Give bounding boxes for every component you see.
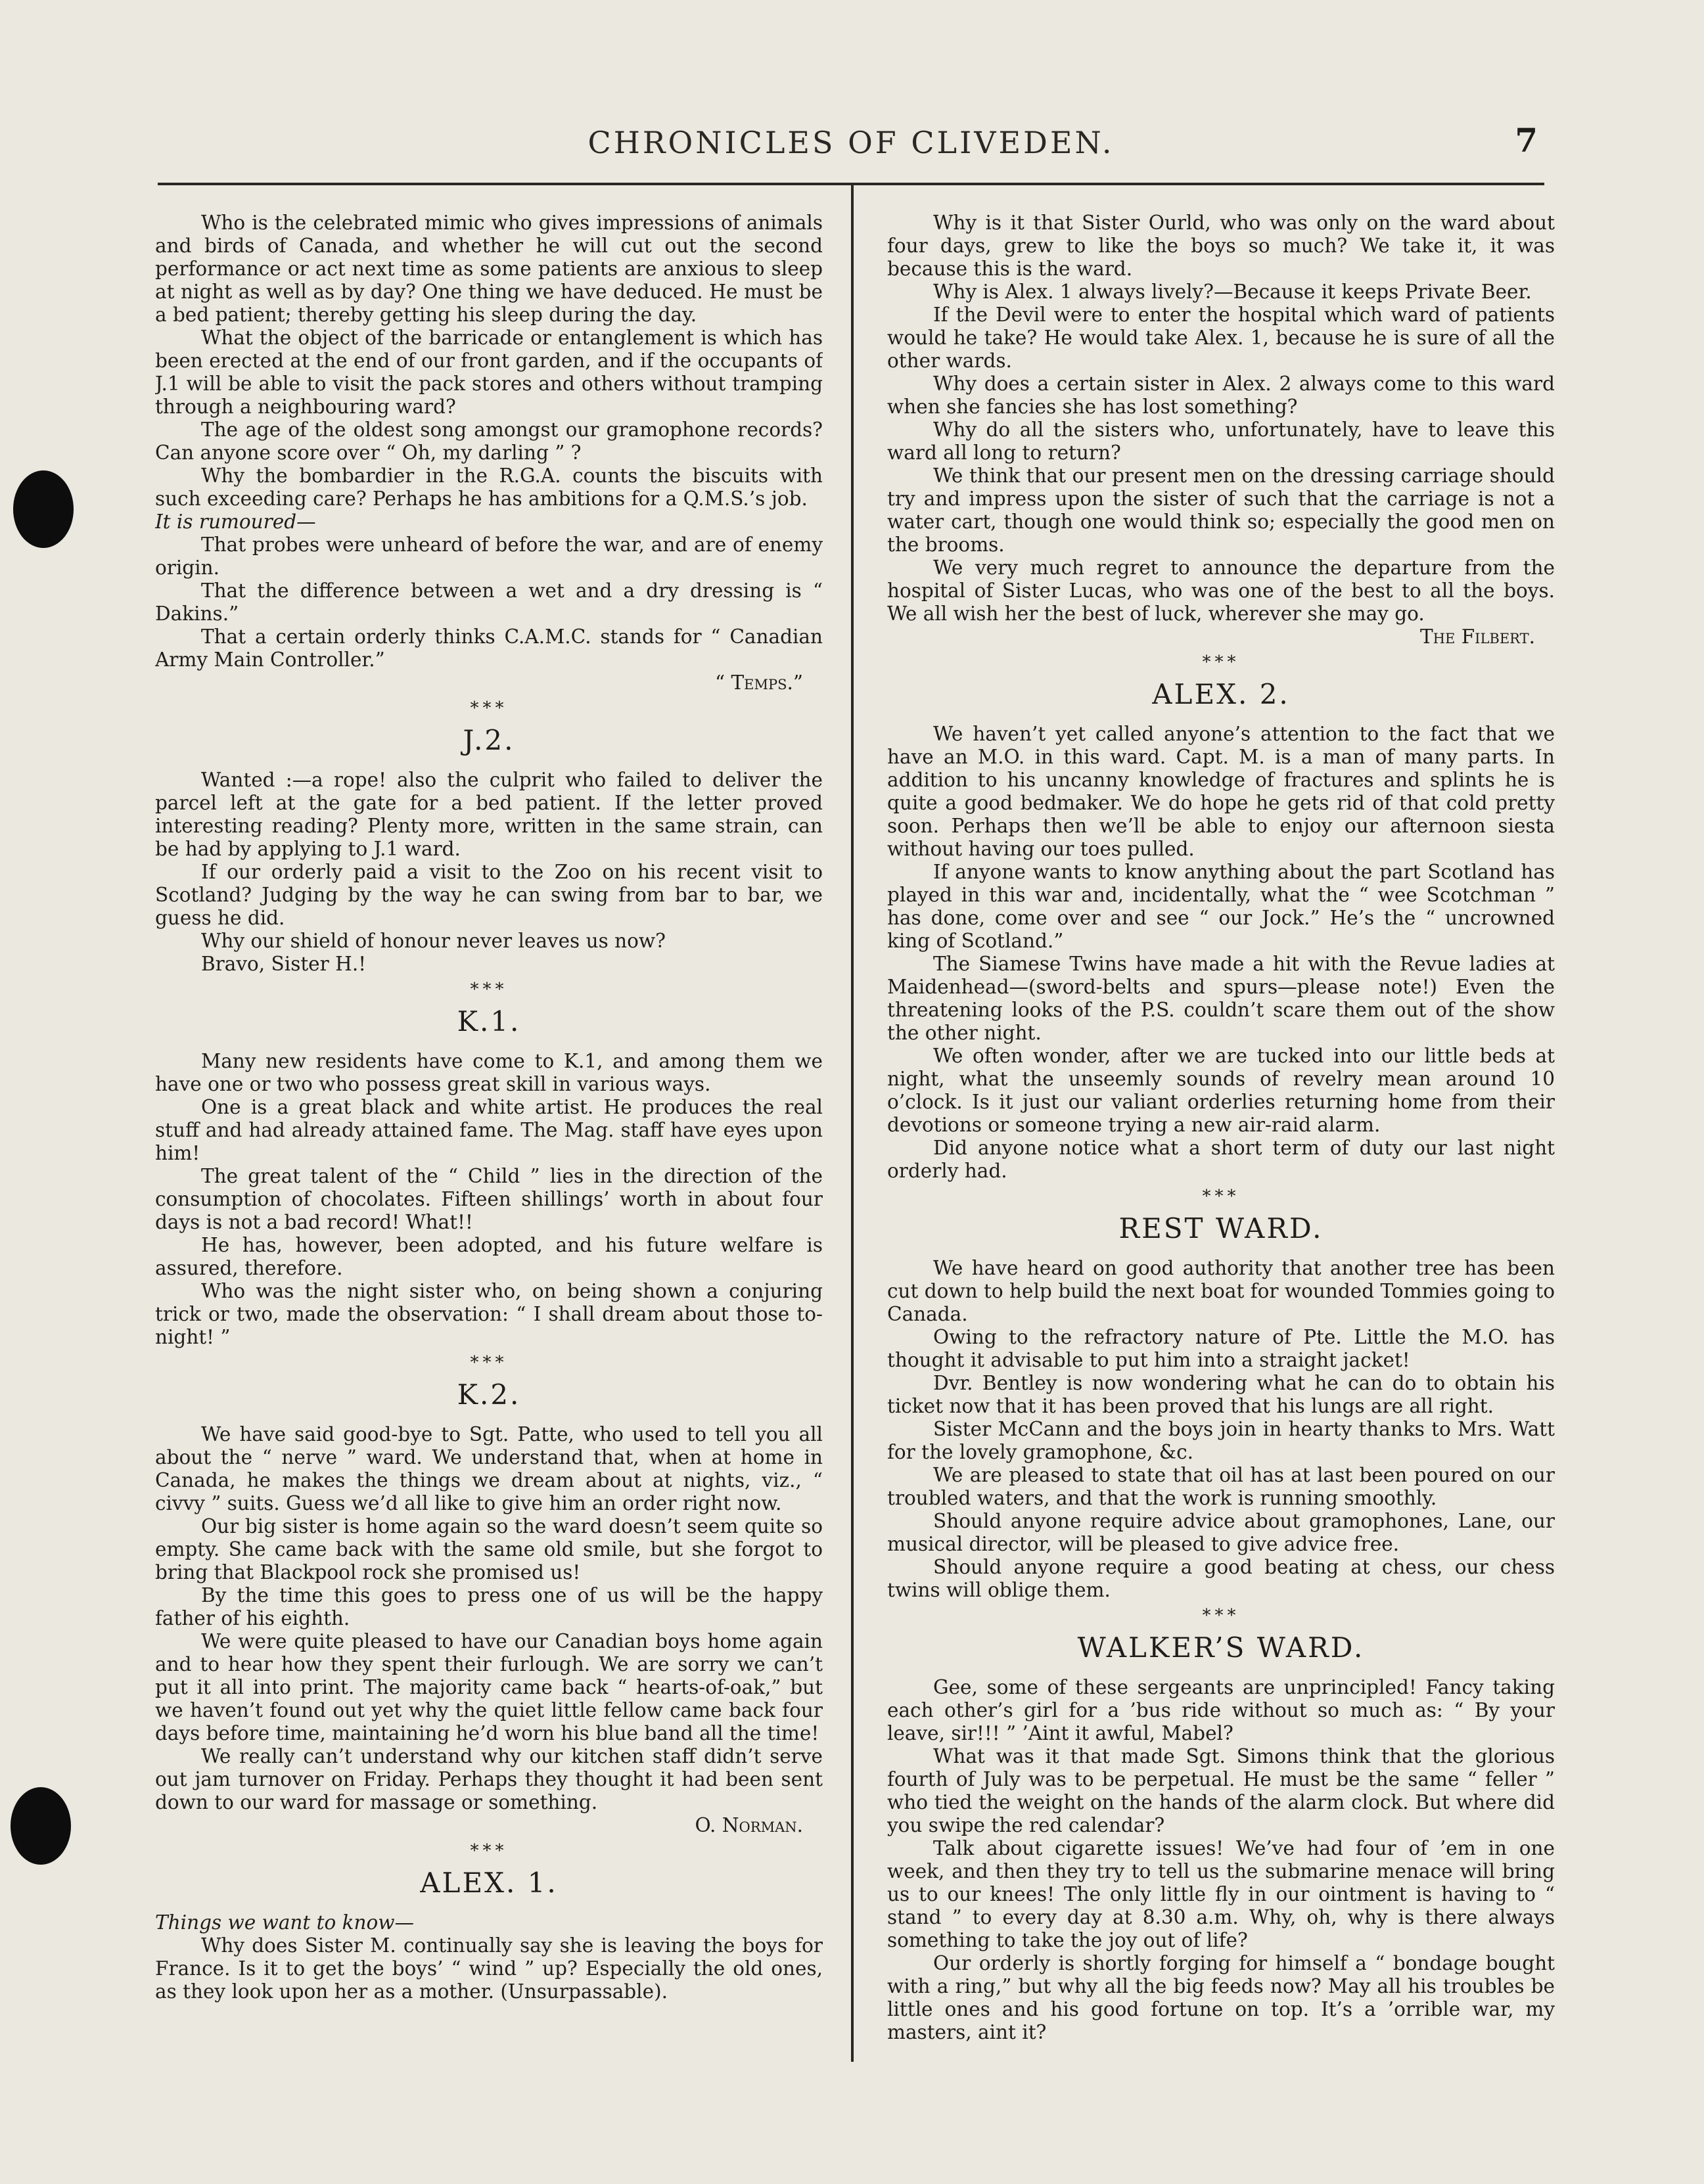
paragraph: Our big sister is home again so the ward doesn’t seem quite so empty. She came back with the same old smile, but she forgot to bring that Blackpool rock she promised us! <box>155 1515 823 1583</box>
section-separator: *** <box>470 698 508 718</box>
punch-hole-bottom <box>11 1787 71 1865</box>
rumoured-label: It is rumoured— <box>155 511 316 533</box>
paragraph: We haven’t yet called anyone’s attention to the fact that we have an M.O. in this ward. Capt. M. is a man of many parts. In addition to his uncanny knowledge of fractures and splints he is quite a good bedmaker. We do hope he gets rid of that cold pretty soon. Perhaps then we’ll be able to enjoy our afternoon siesta without having our toes pulled. <box>887 723 1555 860</box>
paragraph: Many new residents have come to K.1, and among them we have one or two who possess great skill in various ways. <box>155 1050 823 1095</box>
paragraph: Should anyone require advice about gramophones, Lane, our musical director, will be pleased to give advice free. <box>887 1510 1555 1555</box>
paragraph: Dvr. Bentley is now wondering what he can do to obtain his ticket now that it has been proved that his lungs are all right. <box>887 1372 1555 1417</box>
paragraph: Why is it that Sister Ourld, who was only on the ward about four days, grew to like the boys so much? We take it, it was because this is the ward. <box>887 212 1555 280</box>
paragraph: We have heard on good authority that another tree has been cut down to help build the next boat for wounded Tommies going to Canada. <box>887 1257 1555 1325</box>
section-separator: *** <box>470 1841 508 1861</box>
paragraph: Why does a certain sister in Alex. 2 always come to this ward when she fancies she has lost something? <box>887 373 1555 418</box>
paragraph: That a certain orderly thinks C.A.M.C. stands for “ Canadian Army Main Controller.” <box>155 626 823 671</box>
paragraph: We are pleased to state that oil has at last been poured on our troubled waters, and that the work is running smoothly. <box>887 1464 1555 1509</box>
left-column <box>155 212 823 2012</box>
paragraph: That probes were unheard of before the war, and are of enemy origin. <box>155 534 823 579</box>
signature: “ Temps.” <box>715 671 803 694</box>
section-heading-alex2: ALEX. 2. <box>1152 678 1290 710</box>
paragraph: If anyone wants to know anything about the part Scotland has played in this war and, incidentally, what the “ wee Scotchman ” has done, come over and see “ our Jock.” He’s the “ uncrowned king of Scotland.” <box>887 861 1555 952</box>
paragraph: By the time this goes to press one of us will be the happy father of his eighth. <box>155 1584 823 1629</box>
signature: O. Norman. <box>695 1814 803 1836</box>
paragraph: One is a great black and white artist. He produces the real stuff and had already attained fame. The Mag. staff have eyes upon him! <box>155 1096 823 1164</box>
paragraph: That the difference between a wet and a dry dressing is “ Dakins.” <box>155 580 823 625</box>
page-number: 7 <box>1515 121 1538 160</box>
paragraph: Who was the night sister who, on being shown a conjuring trick or two, made the observation: “ I shall dream about those to-night! ” <box>155 1280 823 1348</box>
section-heading-alex1: ALEX. 1. <box>420 1867 558 1899</box>
section-heading-j2: J.2. <box>463 724 515 756</box>
section-heading-rest-ward: REST WARD. <box>1118 1212 1324 1244</box>
paragraph: We have said good-bye to Sgt. Patte, who used to tell you all about the “ nerve ” ward. We understand that, when at home in Canada, he makes the things we dream about at nights, viz., “ civvy ” suits. Guess we’d all like to give him an order right now. <box>155 1423 823 1514</box>
section-heading-k1: K.1. <box>457 1005 521 1037</box>
paragraph: Why is Alex. 1 always lively?—Because it keeps Private Beer. <box>933 281 1532 303</box>
paragraph: Why do all the sisters who, unfortunately, have to leave this ward all long to return? <box>887 419 1555 464</box>
paragraph: Bravo, Sister H.! <box>201 953 367 975</box>
paragraph: We think that our present men on the dressing carriage should try and impress upon the sister of such that the carriage is not a water cart, though one would think so; especially the good men on the brooms. <box>887 465 1555 556</box>
section-separator: *** <box>1202 1187 1240 1206</box>
paragraph: Owing to the refractory nature of Pte. Little the M.O. has thought it advisable to put him into a straight jacket! <box>887 1326 1555 1371</box>
paragraph: Did anyone notice what a short term of duty our last night orderly had. <box>887 1137 1555 1182</box>
paragraph: The age of the oldest song amongst our gramophone records? Can anyone score over “ Oh, my darling ” ? <box>155 419 823 464</box>
paragraph: Wanted :—a rope! also the culprit who failed to deliver the parcel left at the gate for a bed patient. If the letter proved interesting reading? Plenty more, written in the same strain, can be had by applying to J.1 ward. <box>155 769 823 860</box>
section-heading-k2: K.2. <box>457 1378 521 1411</box>
section-separator: *** <box>1202 1606 1240 1626</box>
paragraph: We often wonder, after we are tucked into our little beds at night, what the unseemly sounds of revelry mean around 10 o’clock. Is it just our valiant orderlies returning home from their devotions or someone trying a new air-raid alarm. <box>887 1045 1555 1136</box>
paragraph: We really can’t understand why our kitchen staff didn’t serve out jam turnover on Friday. Perhaps they thought it had been sent down to our ward for massage or something. <box>155 1745 823 1813</box>
paragraph: Should anyone require a good beating at chess, our chess twins will oblige them. <box>887 1556 1555 1601</box>
paragraph: The Siamese Twins have made a hit with the Revue ladies at Maidenhead—(sword-belts and spurs—please note!) Even the threatening looks of the P.S. couldn’t scare them out of the show the other night. <box>887 953 1555 1044</box>
paragraph: Why our shield of honour never leaves us now? <box>201 930 666 952</box>
signature: The Filbert. <box>1420 626 1535 648</box>
column-rule <box>851 183 854 2062</box>
running-header <box>158 121 1544 177</box>
paragraph: Why the bombardier in the R.G.A. counts the biscuits with such exceeding care? Perhaps he has ambitions for a Q.M.S.’s job. <box>155 465 823 510</box>
things-label: Things we want to know— <box>155 1911 415 1934</box>
paragraph: Who is the celebrated mimic who gives impressions of animals and birds of Canada, and whether he will cut out the second performance or act next time as some patients are anxious to sleep at night as well as by day? One thing we have deduced. He must be a bed patient; thereby getting his sleep during the day. <box>155 212 823 326</box>
section-separator: *** <box>470 980 508 999</box>
paragraph: Why does Sister M. continually say she is leaving the boys for France. Is it to get the boys’ “ wind ” up? Especially the old ones, as they look upon her as a mother. (Unsurpassable). <box>155 1934 823 2003</box>
section-heading-walkers-ward: WALKER’S WARD. <box>1077 1631 1365 1664</box>
paragraph: Sister McCann and the boys join in hearty thanks to Mrs. Watt for the lovely gramophone, &c. <box>887 1418 1555 1463</box>
paragraph: What was it that made Sgt. Simons think that the glorious fourth of July was to be perpetual. He must be the same “ feller ” who tied the weight on the hands of the alarm clock. But where did you swipe the red calendar? <box>887 1745 1555 1836</box>
punch-hole-top <box>13 470 74 548</box>
section-separator: *** <box>1202 652 1240 672</box>
paragraph: If our orderly paid a visit to the Zoo on his recent visit to Scotland? Judging by the way he can swing from bar to bar, we guess he did. <box>155 861 823 929</box>
paragraph: We very much regret to announce the departure from the hospital of Sister Lucas, who was one of the best to all the boys. We all wish her the best of luck, wherever she may go. <box>887 557 1555 625</box>
paragraph: If the Devil were to enter the hospital which ward of patients would he take? He would take Alex. 1, because he is sure of all the other wards. <box>887 304 1555 372</box>
header-title: CHRONICLES OF CLIVEDEN. <box>587 125 1115 160</box>
paragraph: He has, however, been adopted, and his future welfare is assured, therefore. <box>155 1234 823 1279</box>
paragraph: We were quite pleased to have our Canadian boys home again and to hear how they spent their furlough. We are sorry we can’t put it all into print. The majority came back “ hearts-of-oak,” but we haven’t found out yet why the quiet little fellow came back four days before time, maintaining he’d worn his blue band all the time! <box>155 1630 823 1744</box>
paragraph: Talk about cigarette issues! We’ve had four of ’em in one week, and then they try to tell us the submarine menace will bring us to our knees! The only little fly in our ointment is having to “ stand ” to every day at 8.30 a.m. Why, oh, why is there always something to take the joy out of life? <box>887 1837 1555 1951</box>
paragraph: The great talent of the “ Child ” lies in the direction of the consumption of chocolates. Fifteen shillings’ worth in about four days is not a bad record! What!! <box>155 1165 823 1233</box>
paragraph: Gee, some of these sergeants are unprincipled! Fancy taking each other’s girl for a ’bus ride without so much as: “ By your leave, sir!!! ” ’Aint it awful, Mabel? <box>887 1676 1555 1744</box>
paragraph: Our orderly is shortly forging for himself a “ bondage bought with a ring,” but why all the big feeds now? May all his troubles be little ones and his good fortune on top. It’s a ’orrible war, my masters, aint it? <box>887 1952 1555 2043</box>
right-column <box>887 212 1555 2051</box>
paragraph: What the object of the barricade or entanglement is which has been erected at the end of our front garden, and if the occupants of J.1 will be able to visit the pack stores and others without tramping through a neighbouring ward? <box>155 327 823 418</box>
section-separator: *** <box>470 1353 508 1373</box>
